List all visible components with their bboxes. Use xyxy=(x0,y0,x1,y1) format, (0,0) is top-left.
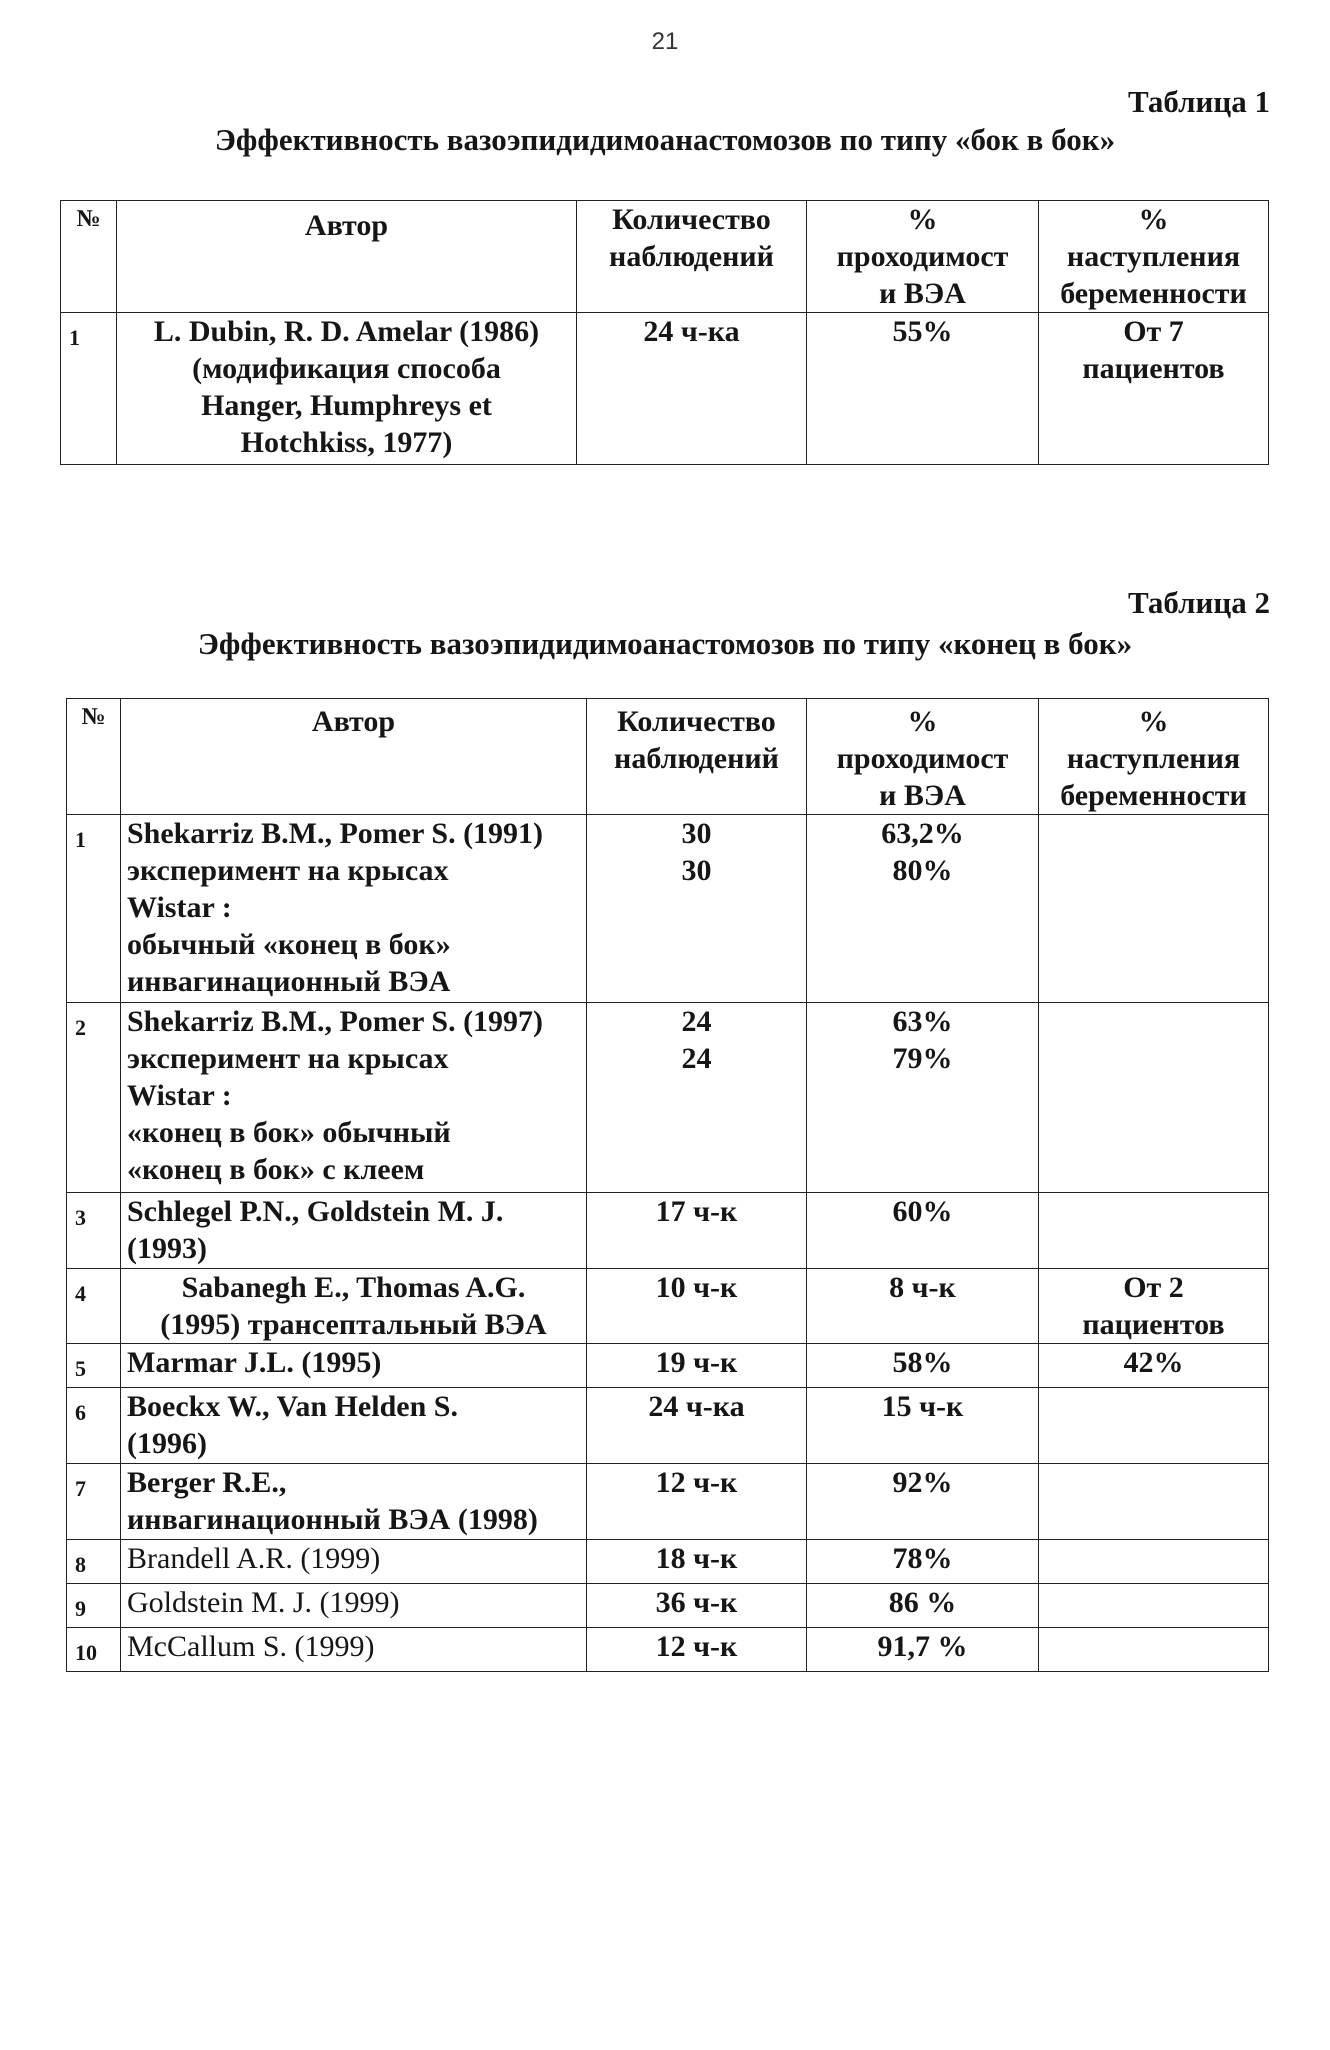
row-patency: 63% 79% xyxy=(807,1003,1039,1193)
table1-header-row xyxy=(61,201,1269,313)
row-pregnancy xyxy=(1039,1003,1269,1193)
row-number: 1 xyxy=(61,313,117,465)
row-number: 8 xyxy=(67,1540,121,1584)
row-count: 12 ч-к xyxy=(587,1628,807,1672)
row-count: 24 24 xyxy=(587,1003,807,1193)
table2-header-count: Количество наблюдений xyxy=(587,699,807,815)
table-row xyxy=(67,1628,1269,1672)
table-row xyxy=(67,815,1269,1003)
row-author: L. Dubin, R. D. Amelar (1986) (модификация способа Hanger, Humphreys et Hotchkiss, 1977) xyxy=(117,313,577,465)
table2-title: Эффективность вазоэпидидимоанастомозов по типу «конец в бок» xyxy=(197,626,1133,661)
table2-header-patency: % проходимост и ВЭА xyxy=(807,699,1039,815)
table-row xyxy=(67,1193,1269,1269)
row-count: 12 ч-к xyxy=(587,1464,807,1540)
table1-title: Эффективность вазоэпидидимоанастомозов по типу «бок в бок» xyxy=(214,122,1116,157)
table2-header-no: № xyxy=(67,699,121,815)
row-pregnancy xyxy=(1039,1540,1269,1584)
row-number: 4 xyxy=(67,1269,121,1344)
table-row xyxy=(67,1344,1269,1388)
row-count: 19 ч-к xyxy=(587,1344,807,1388)
row-count: 30 30 xyxy=(587,815,807,1003)
row-number: 9 xyxy=(67,1584,121,1628)
row-pregnancy xyxy=(1039,1628,1269,1672)
table2-header-pregnancy: % наступления беременности xyxy=(1039,699,1269,815)
table1-header-pregnancy: % наступления беременности xyxy=(1039,201,1269,313)
row-patency: 8 ч-к xyxy=(807,1269,1039,1344)
table-row xyxy=(67,1003,1269,1193)
row-count: 24 ч-ка xyxy=(577,313,807,465)
row-number: 6 xyxy=(67,1388,121,1464)
table1-label: Таблица 1 xyxy=(1128,84,1270,119)
table1-header-patency: % проходимост и ВЭА xyxy=(807,201,1039,313)
row-author: Sabanegh E., Thomas A.G. (1995) трансептальный ВЭА xyxy=(121,1269,587,1344)
row-patency: 63,2% 80% xyxy=(807,815,1039,1003)
row-author: Schlegel P.N., Goldstein M. J. (1993) xyxy=(121,1193,587,1269)
table2-label: Таблица 2 xyxy=(1128,585,1270,620)
row-patency: 60% xyxy=(807,1193,1039,1269)
row-count: 18 ч-к xyxy=(587,1540,807,1584)
table-row xyxy=(67,1269,1269,1344)
row-patency: 58% xyxy=(807,1344,1039,1388)
row-author: Boeckx W., Van Helden S. (1996) xyxy=(121,1388,587,1464)
table-row xyxy=(67,1584,1269,1628)
row-count: 17 ч-к xyxy=(587,1193,807,1269)
table-row xyxy=(67,1388,1269,1464)
row-count: 36 ч-к xyxy=(587,1584,807,1628)
row-pregnancy: 42% xyxy=(1039,1344,1269,1388)
row-author: Goldstein M. J. (1999) xyxy=(121,1584,587,1628)
row-pregnancy xyxy=(1039,1193,1269,1269)
row-author: McCallum S. (1999) xyxy=(121,1628,587,1672)
row-pregnancy xyxy=(1039,1388,1269,1464)
table1-header-no: № xyxy=(61,201,117,313)
row-number: 10 xyxy=(67,1628,121,1672)
table-row xyxy=(61,313,1269,465)
row-patency: 78% xyxy=(807,1540,1039,1584)
row-patency: 91,7 % xyxy=(807,1628,1039,1672)
row-number: 2 xyxy=(67,1003,121,1193)
row-number: 7 xyxy=(67,1464,121,1540)
row-patency: 55% xyxy=(807,313,1039,465)
row-patency: 86 % xyxy=(807,1584,1039,1628)
row-pregnancy xyxy=(1039,815,1269,1003)
row-count: 10 ч-к xyxy=(587,1269,807,1344)
table2-header-row xyxy=(67,699,1269,815)
table1-header-count: Количество наблюдений xyxy=(577,201,807,313)
table2 xyxy=(66,698,1269,1672)
table1-header-author: Автор xyxy=(117,201,577,313)
table-row xyxy=(67,1464,1269,1540)
row-patency: 15 ч-к xyxy=(807,1388,1039,1464)
row-author: Shekarriz B.M., Pomer S. (1997) эксперимент на крысах Wistar : «конец в бок» обычный «конец в бок» с клеем xyxy=(121,1003,587,1193)
row-pregnancy: От 7 пациентов xyxy=(1039,313,1269,465)
page-number: 21 xyxy=(651,28,679,55)
row-author: Marmar J.L. (1995) xyxy=(121,1344,587,1388)
row-pregnancy xyxy=(1039,1584,1269,1628)
row-count: 24 ч-ка xyxy=(587,1388,807,1464)
row-patency: 92% xyxy=(807,1464,1039,1540)
row-pregnancy: От 2 пациентов xyxy=(1039,1269,1269,1344)
row-pregnancy xyxy=(1039,1464,1269,1540)
row-number: 3 xyxy=(67,1193,121,1269)
row-number: 1 xyxy=(67,815,121,1003)
table1 xyxy=(60,200,1269,465)
row-author: Berger R.E., инвагинационный ВЭА (1998) xyxy=(121,1464,587,1540)
table2-header-author: Автор xyxy=(121,699,587,815)
row-author: Shekarriz B.M., Pomer S. (1991) эксперимент на крысах Wistar : обычный «конец в бок» инвагинационный ВЭА xyxy=(121,815,587,1003)
table-row xyxy=(67,1540,1269,1584)
row-author: Brandell A.R. (1999) xyxy=(121,1540,587,1584)
row-number: 5 xyxy=(67,1344,121,1388)
